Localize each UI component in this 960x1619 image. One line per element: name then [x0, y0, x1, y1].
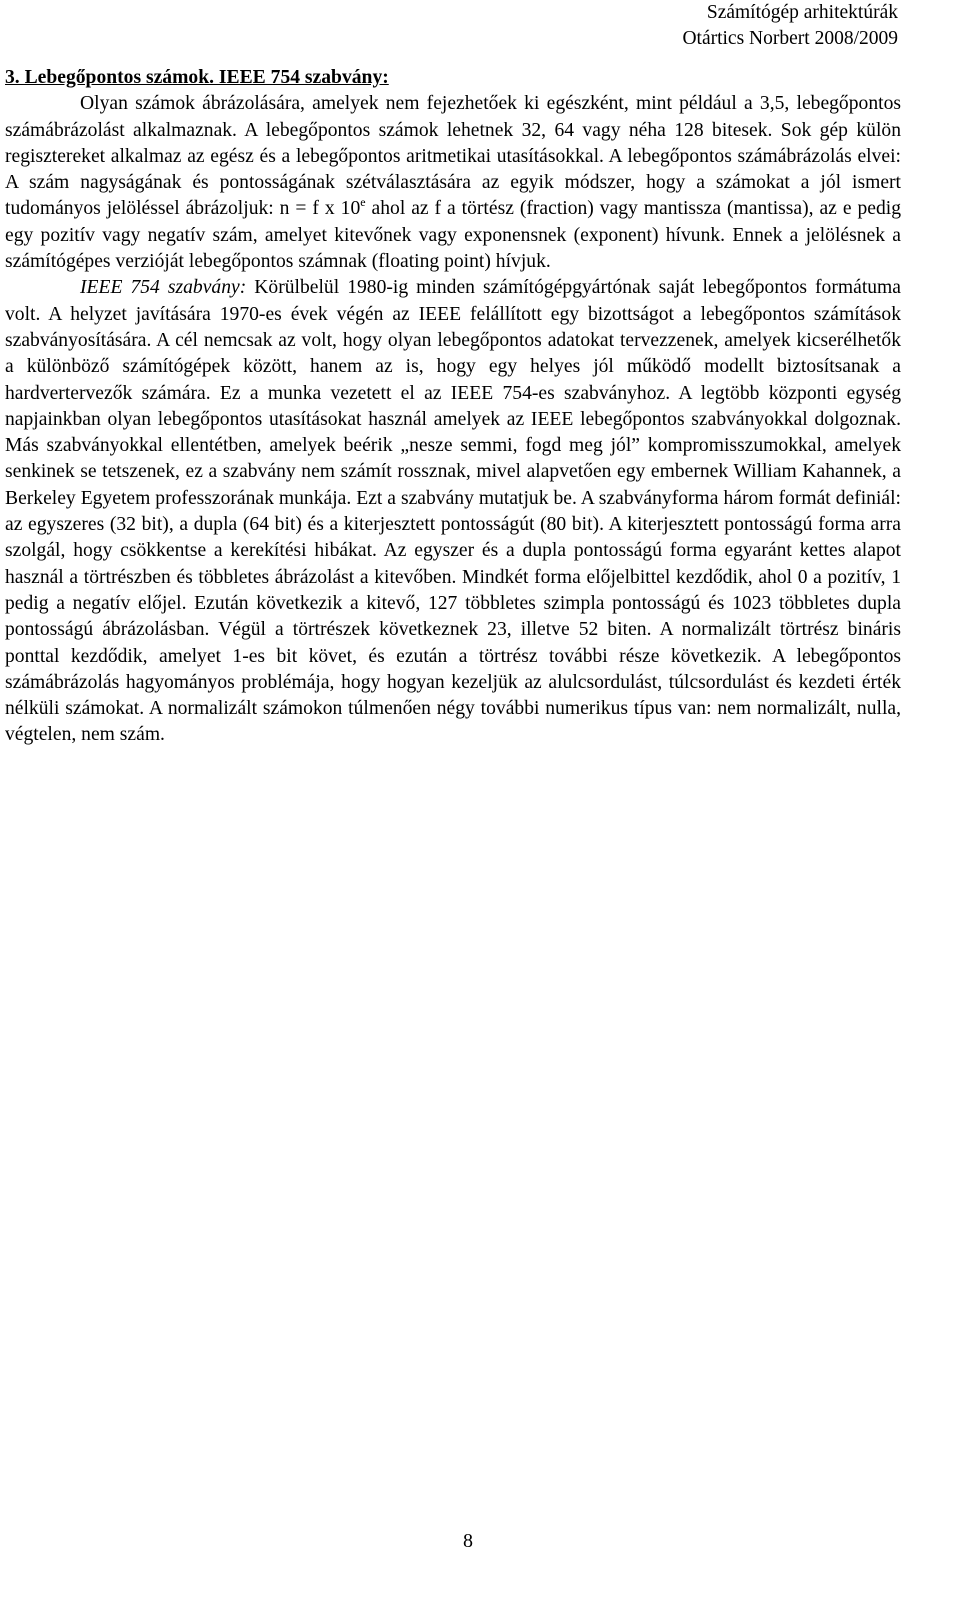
paragraph-ieee754: [5, 275, 901, 748]
paragraph-intro-text-a: Olyan számok ábrázolására, amelyek nem fejezhetőek ki egészként, mint például a 3,5, lebegőpontos számábrázolást alkalmaznak. A lebegőpontos számok lehetnek 32, 64 vagy néha 128 bitesek. Sok gép külön regisztereket alkalmaz az egész és a lebegőpontos aritmetikai utasításokkal. A lebegőpontos számábrázolás elvei: A szám nagyságának és pontosságának szétválasztására az egyik módszer, hogy a számokat a jól ismert tudományos jelöléssel ábrázoljuk: n = f x 10: [5, 93, 901, 220]
paragraph-intro: [5, 91, 901, 275]
page-number: 8: [463, 1530, 473, 1552]
paragraph-ieee754-lead: IEEE 754 szabvány:: [80, 277, 247, 299]
header-course: Számítógép arhitektúrák: [706, 2, 898, 23]
paragraph-intro-text-b: ahol az f a törtész (fraction) vagy mantissza (mantissa), az e pedig egy pozitív vagy negatív szám, amelyet kitevőnek vagy exponensnek (exponent) hívunk. Ennek a jelölésnek a számítógépes verzióját lebegőpontos számnak (floating point) hívjuk.: [5, 198, 902, 273]
document-body: [5, 65, 901, 749]
running-header: [478, 0, 898, 52]
header-author-year: Otártics Norbert 2008/2009: [682, 28, 898, 49]
exponent-superscript: e: [360, 195, 366, 210]
paragraph-ieee754-text: Körülbelül 1980-ig minden számítógépgyártónak saját lebegőpontos formátuma volt. A helyzet javítására 1970-es évek végén az IEEE felállított egy bizottságot a lebegőpontos számítások szabványosítására. A cél nemcsak az volt, hogy olyan lebegőpontos adatokat tervezzenek, amelyek kicserélhetők a különböző számítógépek között, hanem az is, hogy egy helyes jól működő modellt biztosítsanak a hardvertervezők számára. Ez a munka vezetett el az IEEE 754-es szabványhoz. A legtöbb központi egység napjainkban olyan lebegőpontos utasításokat használ amelyek az IEEE lebegőpontos szabványokkal dolgoznak. Más szabványokkal ellentétben, amelyek beérik „nesze semmi, fogd meg jól” kompromisszumokkal, amelyek senkinek se tetszenek, ez a szabvány nem számít rossznak, mivel alapvetően egy embernek William Kahannek, a Berkeley Egyetem professzorának munkája. Ezt a szabvány mutatjuk be. A szabványforma három formát definiál: az egyszeres (32 bit), a dupla (64 bit) és a kiterjesztett pontosságút (80 bit). A kiterjesztett pontosságú forma arra szolgál, hogy csökkentse a kerekítési hibákat. Az egyszer és a dupla pontosságú forma egyaránt kettes alapot használ a törtrészben és többletes ábrázolást a kitevőben. Mindkét forma előjelbittel kezdődik, ahol 0 a pozitív, 1 pedig a negatív előjel. Ezután következik a kitevő, 127 többletes szimpla pontosságú és 1023 többletes dupla pontosságú ábrázolásban. Végül a törtrészek következnek 23, illetve 52 biten. A normalizált törtrész bináris ponttal kezdődik, amelyet 1-es bit követ, és ezután a törtrész további része következik. A lebegőpontos számábrázolás hagyományos problémája, hogy hogyan kezeljük az alulcsordulást, túlcsordulást és kezdeti érték nélküli számokat. A normalizált számokon túlmenően négy további numerikus típus van: nem normalizált, nulla, végtelen, nem szám.: [5, 277, 901, 746]
section-title: 3. Lebegőpontos számok. IEEE 754 szabvány:: [5, 67, 389, 88]
